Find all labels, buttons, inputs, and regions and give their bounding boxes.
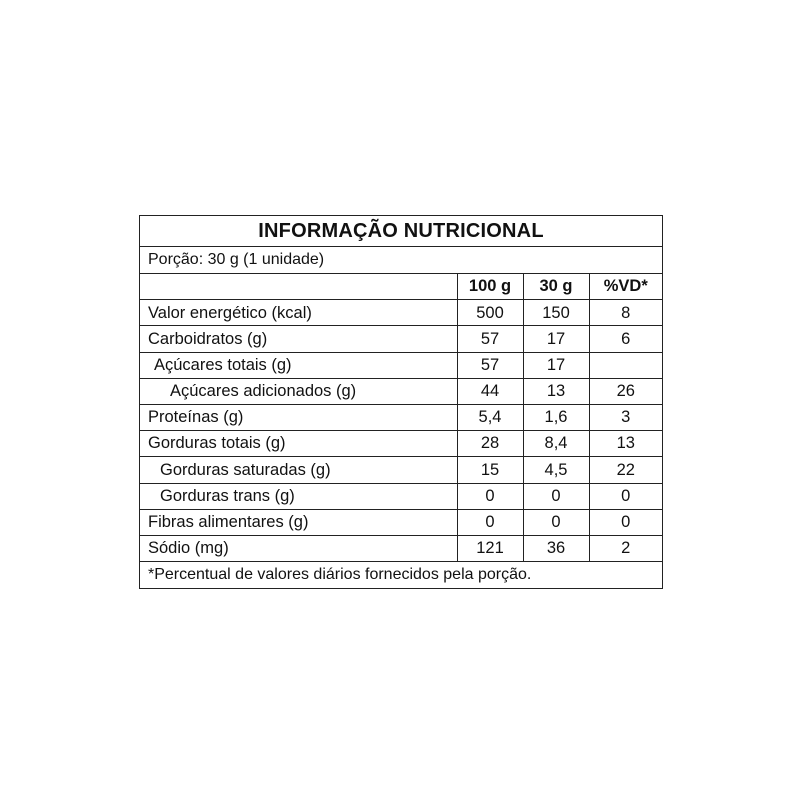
value-30g: 13 xyxy=(523,378,589,404)
table-row xyxy=(140,431,662,457)
nutrient-name: Fibras alimentares (g) xyxy=(140,509,457,535)
value-vd: 6 xyxy=(589,326,662,352)
nutrient-name: Gorduras totais (g) xyxy=(140,431,457,457)
value-100g: 15 xyxy=(457,457,523,483)
footnote: *Percentual de valores diários fornecidos pela porção. xyxy=(148,566,532,584)
table-row xyxy=(140,404,662,430)
column-header-100g: 100 g xyxy=(457,274,523,300)
value-30g: 17 xyxy=(523,352,589,378)
value-vd: 2 xyxy=(589,535,662,561)
value-100g: 28 xyxy=(457,431,523,457)
nutrition-facts-table xyxy=(139,215,663,589)
value-30g: 17 xyxy=(523,326,589,352)
value-vd: 13 xyxy=(589,431,662,457)
value-vd: 0 xyxy=(589,483,662,509)
nutrient-name: Açúcares totais (g) xyxy=(140,352,457,378)
value-100g: 0 xyxy=(457,483,523,509)
value-30g: 36 xyxy=(523,535,589,561)
value-vd: 8 xyxy=(589,300,662,326)
value-100g: 0 xyxy=(457,509,523,535)
portion-size: Porção: 30 g (1 unidade) xyxy=(140,247,662,274)
column-header-vd: %VD* xyxy=(589,274,662,300)
table-title: INFORMAÇÃO NUTRICIONAL xyxy=(140,216,662,247)
value-30g: 0 xyxy=(523,509,589,535)
nutrient-name: Gorduras trans (g) xyxy=(140,483,457,509)
nutrient-name: Valor energético (kcal) xyxy=(140,300,457,326)
value-100g: 121 xyxy=(457,535,523,561)
value-vd xyxy=(589,352,662,378)
value-vd: 0 xyxy=(589,509,662,535)
value-30g: 150 xyxy=(523,300,589,326)
value-100g: 500 xyxy=(457,300,523,326)
value-100g: 5,4 xyxy=(457,404,523,430)
nutrient-name: Carboidratos (g) xyxy=(140,326,457,352)
table-row xyxy=(140,326,662,352)
value-100g: 57 xyxy=(457,326,523,352)
value-30g: 0 xyxy=(523,483,589,509)
header-empty-cell xyxy=(140,274,457,300)
value-vd: 3 xyxy=(589,404,662,430)
table-row xyxy=(140,300,662,326)
table-header-row xyxy=(140,274,662,300)
column-header-30g: 30 g xyxy=(523,274,589,300)
table-row xyxy=(140,483,662,509)
table-row xyxy=(140,352,662,378)
table-row xyxy=(140,378,662,404)
nutrient-table xyxy=(140,274,662,562)
table-row xyxy=(140,457,662,483)
value-30g: 8,4 xyxy=(523,431,589,457)
table-row xyxy=(140,509,662,535)
value-vd: 26 xyxy=(589,378,662,404)
value-100g: 57 xyxy=(457,352,523,378)
nutrient-name: Proteínas (g) xyxy=(140,404,457,430)
value-30g: 4,5 xyxy=(523,457,589,483)
table-row xyxy=(140,535,662,561)
nutrient-name: Açúcares adicionados (g) xyxy=(140,378,457,404)
nutrient-name: Sódio (mg) xyxy=(140,535,457,561)
nutrient-name: Gorduras saturadas (g) xyxy=(140,457,457,483)
value-100g: 44 xyxy=(457,378,523,404)
value-30g: 1,6 xyxy=(523,404,589,430)
value-vd: 22 xyxy=(589,457,662,483)
